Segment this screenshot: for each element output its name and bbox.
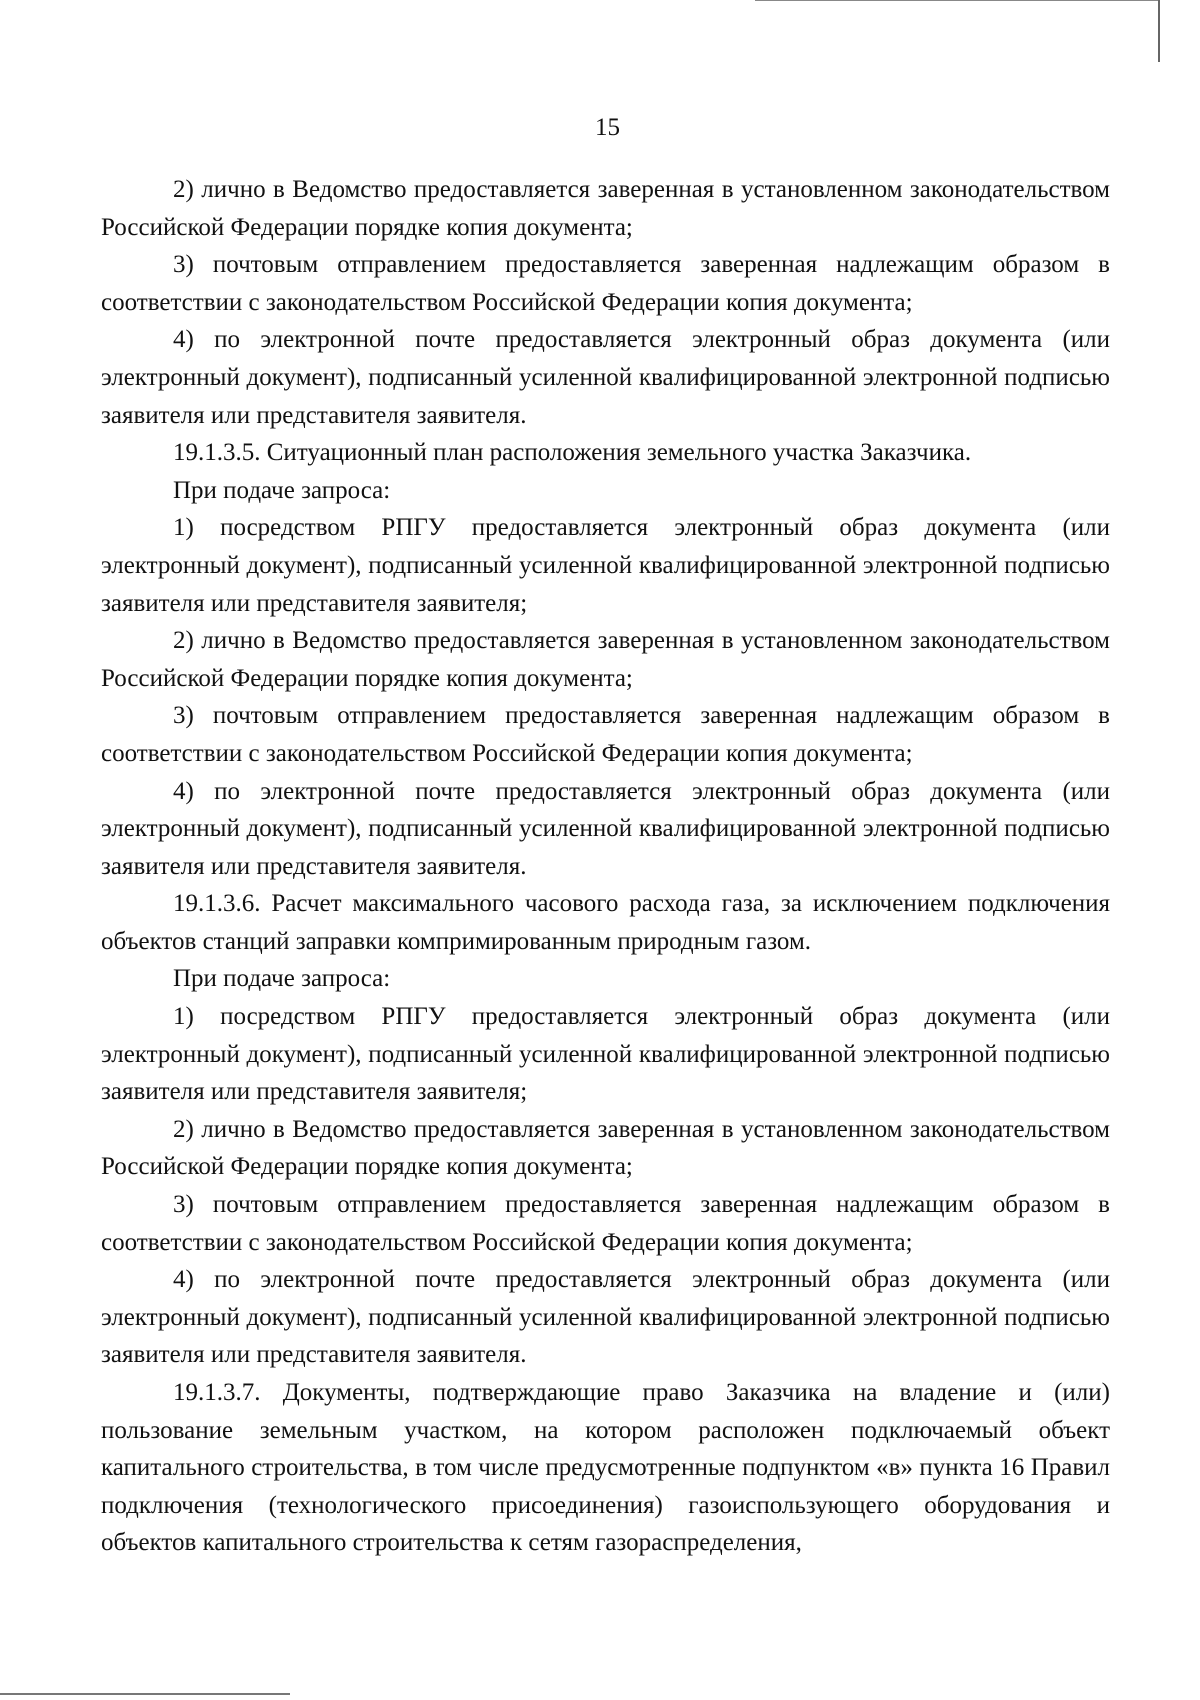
document-body xyxy=(101,171,1110,1562)
paragraph: 2) лично в Ведомство предоставляется заверенная в установленном законодательством Российской Федерации порядке копия документа; xyxy=(101,176,1110,241)
scan-edge-top xyxy=(755,0,1160,1)
paragraph: 4) по электронной почте предоставляется электронный образ документа (или электронный документ), подписанный усиленной квалифицированной электронной подписью заявителя или представителя заявителя. xyxy=(101,1266,1110,1369)
paragraph: 4) по электронной почте предоставляется электронный образ документа (или электронный документ), подписанный усиленной квалифицированной электронной подписью заявителя или представителя заявителя. xyxy=(101,777,1110,880)
paragraph: 4) по электронной почте предоставляется электронный образ документа (или электронный документ), подписанный усиленной квалифицированной электронной подписью заявителя или представителя заявителя. xyxy=(101,326,1110,429)
paragraph: При подаче запроса: xyxy=(173,476,391,504)
paragraph: 3) почтовым отправлением предоставляется заверенная надлежащим образом в соответствии с законодательством Российской Федерации копия документа; xyxy=(101,702,1110,767)
paragraph: 2) лично в Ведомство предоставляется заверенная в установленном законодательством Российской Федерации порядке копия документа; xyxy=(101,1115,1110,1181)
paragraph: 2) лично в Ведомство предоставляется заверенная в установленном законодательством Российской Федерации порядке копия документа; xyxy=(101,627,1110,692)
scan-edge-bottom xyxy=(0,1693,290,1695)
page-number: 15 xyxy=(595,114,620,141)
section-heading: 19.1.3.5. Ситуационный план расположения земельного участка Заказчика. xyxy=(173,439,972,467)
paragraph: При подаче запроса: xyxy=(173,965,391,993)
section-heading: 19.1.3.6. Расчет максимального часового расхода газа, за исключением подключения объектов станций заправки компримированным природным газом. xyxy=(101,890,1110,955)
paragraph: 3) почтовым отправлением предоставляется заверенная надлежащим образом в соответствии с законодательством Российской Федерации копия документа; xyxy=(101,251,1110,316)
paragraph: 1) посредством РПГУ предоставляется электронный образ документа (или электронный документ), подписанный усиленной квалифицированной электронной подписью заявителя или представителя заявителя; xyxy=(101,514,1110,617)
paragraph: 1) посредством РПГУ предоставляется электронный образ документа (или электронный документ), подписанный усиленной квалифицированной электронной подписью заявителя или представителя заявителя; xyxy=(101,1003,1110,1106)
scan-edge-right xyxy=(1158,0,1160,62)
paragraph: 3) почтовым отправлением предоставляется заверенная надлежащим образом в соответствии с законодательством Российской Федерации копия документа; xyxy=(101,1191,1110,1256)
section-heading: 19.1.3.7. Документы, подтверждающие право Заказчика на владение и (или) пользование земельным участком, на котором расположен подключаемый объект капитального строительства, в том числе предусмотренные подпунктом «в» пункта 16 Правил подключения (технологического присоединения) газоиспользующего оборудования и объектов капитального строительства к сетям газораспределения, xyxy=(101,1379,1110,1557)
